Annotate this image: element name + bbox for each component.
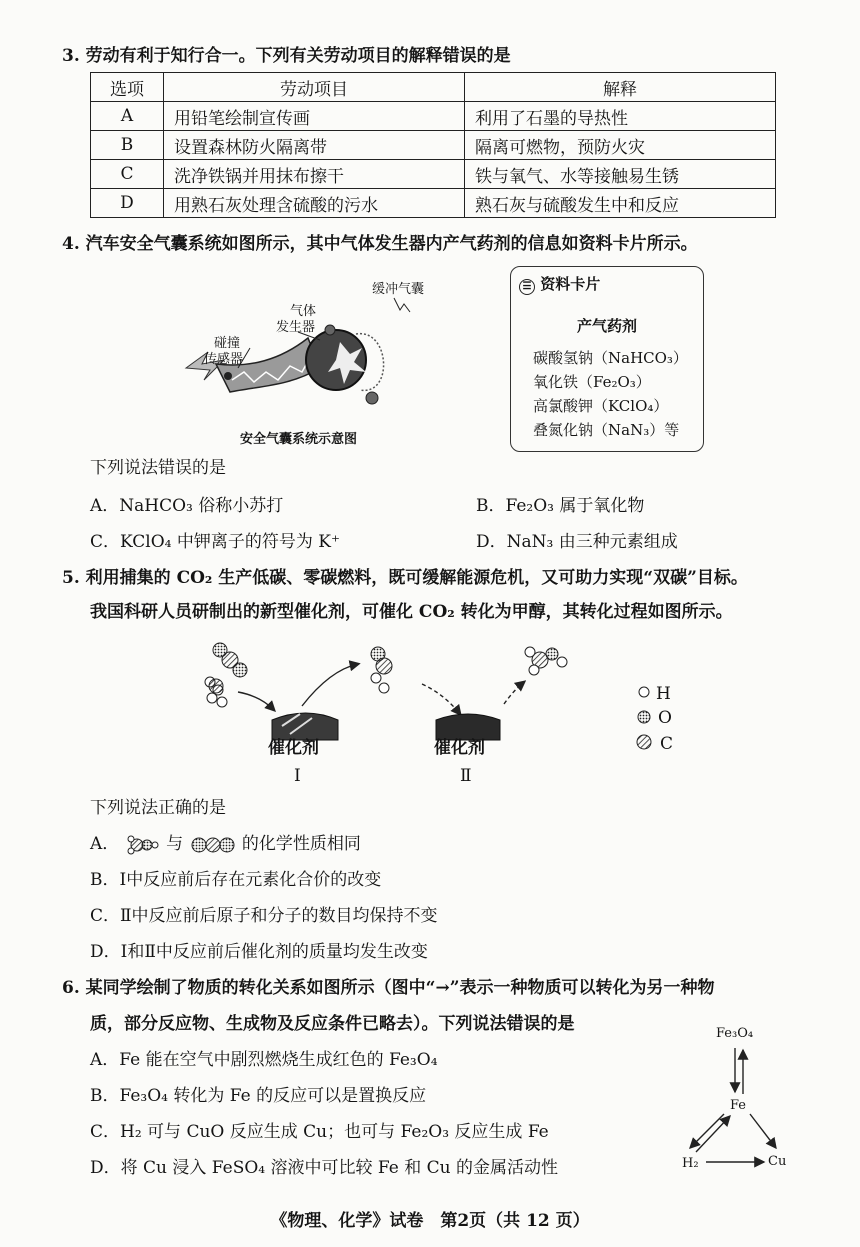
label-sensor-2: 传感器 <box>204 352 244 367</box>
q4-option-d: D．NaN₃ 由三种元素组成 <box>476 532 678 552</box>
label-cushion: 缓冲气囊 <box>372 282 425 297</box>
arrow-fe-to-h2 <box>690 1114 724 1148</box>
list-icon: ☰ <box>519 279 535 295</box>
q5-option-b: B．Ⅰ中反应前后存在元素化合价的改变 <box>90 870 382 890</box>
q6-stem-2: 质，部分反应物、生成物及反应条件已略去）。下列说法错误的是 <box>90 1014 575 1034</box>
card-item: 高氯酸钾（KClO₄） <box>533 397 669 415</box>
node-fe3o4: Fe₃O₄ <box>716 1026 754 1041</box>
q5-number: 5. <box>62 568 80 588</box>
card-item: 碳酸氢钠（NaHCO₃） <box>533 349 688 367</box>
q5-option-a <box>90 832 361 856</box>
mount-bolt <box>325 325 335 335</box>
table-row <box>91 160 776 189</box>
methanol-molecule-icon <box>125 835 161 855</box>
legend-o: O <box>658 708 672 728</box>
card-item: 氧化铁（Fe₂O₃） <box>533 373 651 391</box>
q3-number: 3. <box>62 46 80 66</box>
hydrogen-atom-icon <box>639 687 649 697</box>
table-cell: 用熟石灰处理含硫酸的污水 <box>164 189 465 218</box>
table-cell: D <box>91 189 164 218</box>
intermediate-molecule <box>371 647 392 693</box>
q4-option-c: C．KClO₄ 中钾离子的符号为 K⁺ <box>90 532 340 552</box>
reaction-arrow <box>422 684 460 714</box>
table-cell: 熟石灰与硫酸发生中和反应 <box>465 189 776 218</box>
table-cell: 隔离可燃物，预防火灾 <box>465 131 776 160</box>
q5-stem-2: 我国科研人员研制出的新型催化剂，可催化 CO₂ 转化为甲醇，其转化过程如图所示。 <box>90 602 733 622</box>
q6-number: 6. <box>62 978 80 998</box>
reaction-arrow <box>504 682 524 704</box>
q4-stem-line <box>62 232 698 256</box>
catalysis-diagram <box>190 630 610 780</box>
q5-prompt: 下列说法正确的是 <box>90 798 226 818</box>
card-title: 资料卡片 <box>540 275 601 293</box>
stage-label-2: Ⅱ <box>460 766 472 786</box>
table-header-cell: 劳动项目 <box>164 73 465 102</box>
oxygen-atom-icon <box>638 711 650 723</box>
q3-stem: 劳动有利于知行合一。下列有关劳动项目的解释错误的是 <box>85 46 511 66</box>
h2-molecules <box>205 677 227 707</box>
page-footer: 《物理、化学》试卷 第2页（共 12 页） <box>270 1211 590 1231</box>
q6-stem-1: 某同学绘制了物质的转化关系如图所示（图中“→”表示一种物质可以转化为另一种物 <box>85 978 715 998</box>
legend-c: C <box>660 734 674 754</box>
label-sensor-1: 碰撞 <box>214 336 241 351</box>
table-cell: A <box>91 102 164 131</box>
q5-stem-line-1 <box>62 566 748 590</box>
reaction-arrow <box>302 664 358 706</box>
node-h2: H₂ <box>682 1156 699 1171</box>
option-a-suffix: 的化学性质相同 <box>241 834 361 854</box>
table-cell: 铁与氧气、水等接触易生锈 <box>465 160 776 189</box>
catalyst-label-2: 催化剂 <box>434 738 485 758</box>
card-item: 叠氮化钠（NaN₃）等 <box>533 421 680 439</box>
methanol-molecule <box>525 647 567 675</box>
node-cu: Cu <box>768 1154 787 1169</box>
table-header-cell: 选项 <box>91 73 164 102</box>
option-a-prefix: A． <box>90 834 120 854</box>
mount-bolt <box>366 392 378 404</box>
table-cell: 洗净铁锅并用抹布擦干 <box>164 160 465 189</box>
q3-table <box>90 72 776 218</box>
option-a-mid: 与 <box>166 834 184 854</box>
co2-molecule-icon <box>189 835 237 855</box>
table-cell: 利用了石墨的导热性 <box>465 102 776 131</box>
q6-option-b: B．Fe₃O₄ 转化为 Fe 的反应可以是置换反应 <box>90 1086 427 1106</box>
table-cell: 设置森林防火隔离带 <box>164 131 465 160</box>
diagram-caption: 安全气囊系统示意图 <box>240 432 358 447</box>
sensor-dot <box>224 372 232 380</box>
card-title-row <box>519 273 600 295</box>
cushion-mark <box>394 298 410 312</box>
table-row <box>91 189 776 218</box>
q4-stem: 汽车安全气囊系统如图所示，其中气体发生器内产气药剂的信息如资料卡片所示。 <box>85 234 698 254</box>
table-cell: B <box>91 131 164 160</box>
label-generator-2: 发生器 <box>276 320 316 335</box>
q5-option-c: C．Ⅱ中反应前后原子和分子的数目均保持不变 <box>90 906 438 926</box>
atom-legend <box>636 684 652 754</box>
legend-h: H <box>656 684 671 704</box>
q4-option-a: A．NaHCO₃ 俗称小苏打 <box>90 496 284 516</box>
q4-number: 4. <box>62 234 80 254</box>
q6-option-d: D．将 Cu 浸入 FeSO₄ 溶液中可比较 Fe 和 Cu 的金属活动性 <box>90 1158 559 1178</box>
arrow-h2-to-fe <box>696 1116 730 1152</box>
q6-option-a: A．Fe 能在空气中剧烈燃烧生成红色的 Fe₃O₄ <box>90 1050 438 1070</box>
q5-option-d: D．Ⅰ和Ⅱ中反应前后催化剂的质量均发生改变 <box>90 942 428 962</box>
catalyst-label-1: 催化剂 <box>268 738 319 758</box>
table-header-cell: 解释 <box>465 73 776 102</box>
node-fe: Fe <box>730 1098 747 1113</box>
q3-stem-line <box>62 44 511 68</box>
q6-option-c: C．H₂ 可与 CuO 反应生成 Cu；也可与 Fe₂O₃ 反应生成 Fe <box>90 1122 549 1142</box>
q5-stem-1: 利用捕集的 CO₂ 生产低碳、零碳燃料，既可缓解能源危机，又可助力实现“双碳”目标。 <box>85 568 748 588</box>
arrow-fe-to-cu <box>750 1114 776 1148</box>
stage-label-1: Ⅰ <box>294 766 301 786</box>
table-row <box>91 102 776 131</box>
card-subtitle: 产气药剂 <box>576 317 637 335</box>
data-card <box>510 266 704 452</box>
table-cell: 用铅笔绘制宣传画 <box>164 102 465 131</box>
co2-molecule <box>213 643 247 677</box>
table-header-row <box>91 73 776 102</box>
carbon-atom-icon <box>637 735 651 749</box>
table-row <box>91 131 776 160</box>
label-generator-1: 气体 <box>290 304 317 319</box>
q6-stem-line-1 <box>62 976 714 1000</box>
q4-option-b: B．Fe₂O₃ 属于氧化物 <box>476 496 645 516</box>
table-cell: C <box>91 160 164 189</box>
q4-prompt: 下列说法错误的是 <box>90 458 226 478</box>
